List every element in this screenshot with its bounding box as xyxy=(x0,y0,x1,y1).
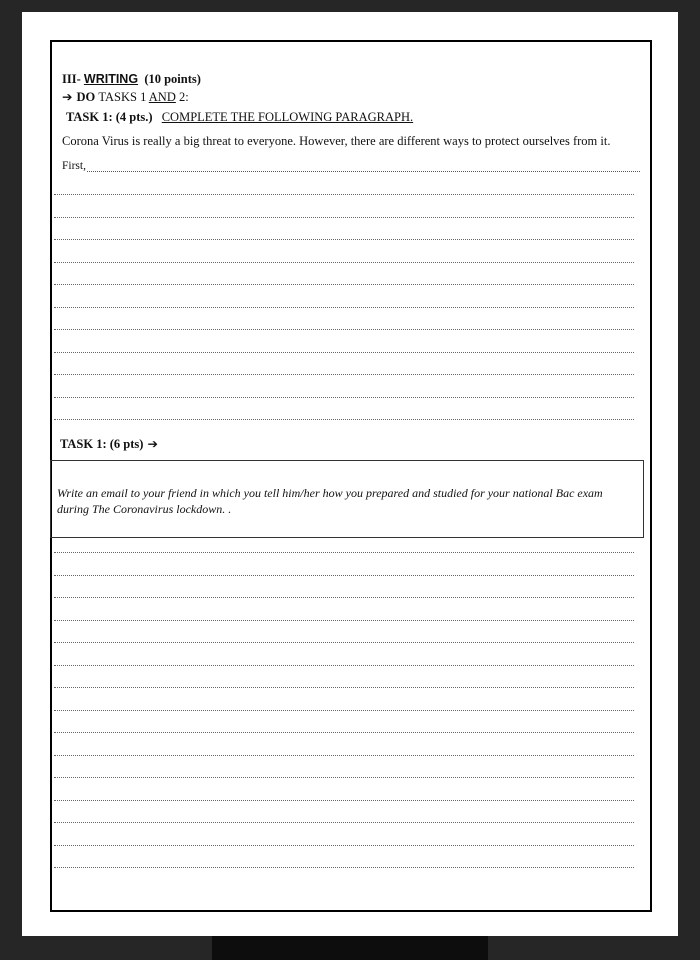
section-title-prefix: III- xyxy=(62,72,84,86)
answer-line[interactable] xyxy=(54,552,634,553)
answer-line[interactable] xyxy=(54,687,634,688)
task2-prompt-box xyxy=(50,460,644,538)
answer-line[interactable] xyxy=(54,845,634,846)
answer-line[interactable] xyxy=(54,352,634,353)
answer-line[interactable] xyxy=(54,262,634,263)
answer-line[interactable] xyxy=(54,642,634,643)
answer-line[interactable] xyxy=(54,575,634,576)
answer-line[interactable] xyxy=(54,867,634,868)
answer-line[interactable] xyxy=(54,710,634,711)
bottom-dark-bar xyxy=(212,936,488,960)
answer-line[interactable] xyxy=(54,777,634,778)
answer-line[interactable] xyxy=(54,374,634,375)
answer-line[interactable] xyxy=(54,755,634,756)
answer-line[interactable] xyxy=(54,620,634,621)
instruction-line xyxy=(62,89,189,105)
answer-line[interactable] xyxy=(54,732,634,733)
answer-line[interactable] xyxy=(54,665,634,666)
task1-heading xyxy=(66,110,413,125)
instruction-text-post: 2: xyxy=(175,90,189,104)
task2-heading xyxy=(60,436,158,452)
answer-line[interactable] xyxy=(54,329,634,330)
answer-line[interactable] xyxy=(54,307,634,308)
section-title-word: WRITING xyxy=(83,72,139,86)
answer-line[interactable] xyxy=(54,419,634,420)
answer-line[interactable] xyxy=(54,239,634,240)
section-title xyxy=(62,72,201,87)
worksheet-page xyxy=(22,12,678,936)
answer-line[interactable] xyxy=(54,800,634,801)
answer-line[interactable] xyxy=(54,194,634,195)
answer-line[interactable] xyxy=(54,284,634,285)
answer-line[interactable] xyxy=(54,822,634,823)
task1-paragraph: Corona Virus is really a big threat to everyone. However, there are different ways to protect ourselves from it. xyxy=(62,134,611,148)
task1-first-line[interactable] xyxy=(62,160,640,172)
writing-section-frame xyxy=(50,40,652,912)
answer-line[interactable] xyxy=(54,217,634,218)
instruction-do: DO xyxy=(76,90,96,104)
task1-instruction: COMPLETE THE FOLLOWING PARAGRAPH. xyxy=(161,110,414,124)
answer-dotted-fill[interactable] xyxy=(87,162,640,172)
section-points: (10 points) xyxy=(144,72,201,86)
task1-label: TASK 1: (4 pts.) xyxy=(66,110,153,124)
task2-label: TASK 1: (6 pts) xyxy=(60,437,144,451)
instruction-and: AND xyxy=(148,90,176,104)
task2-prompt: Write an email to your friend in which you tell him/her how you prepared and studied for your national Bac exam during The Coronavirus lockdown. . xyxy=(57,486,603,516)
answer-line[interactable] xyxy=(54,597,634,598)
answer-line[interactable] xyxy=(54,397,634,398)
task1-starter: First, xyxy=(62,160,86,172)
arrow-right-icon: ➔ xyxy=(147,436,158,451)
instruction-text-pre: TASKS 1 xyxy=(98,90,149,104)
arrow-right-icon: ➔ xyxy=(62,89,73,104)
